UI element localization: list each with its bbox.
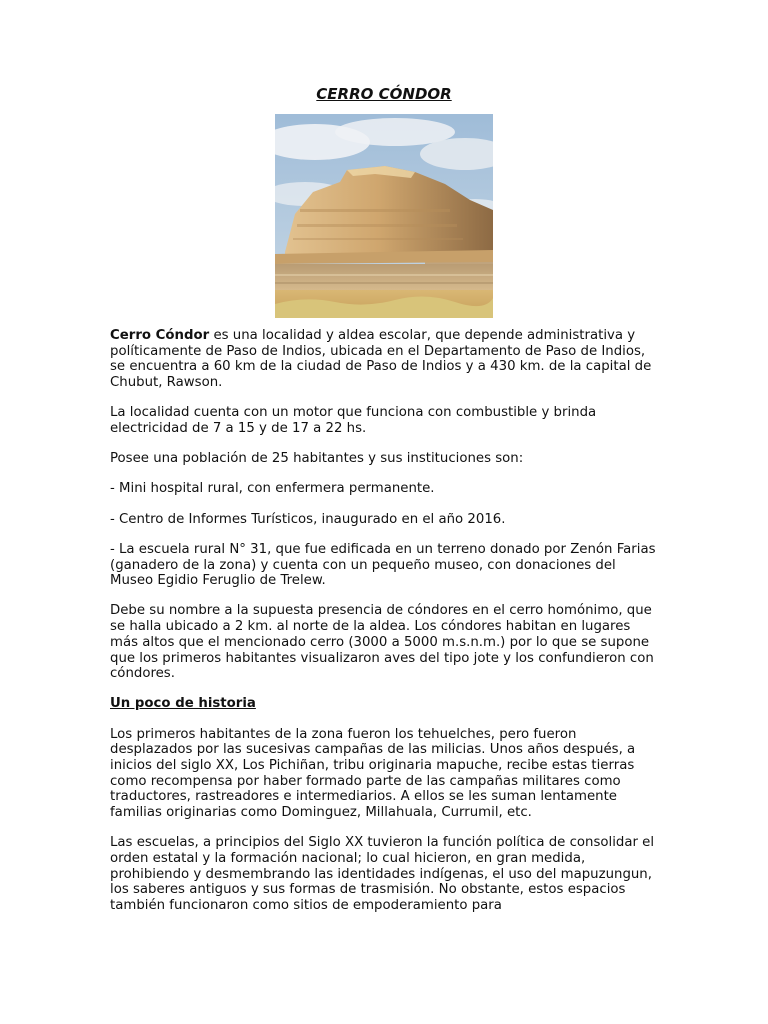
history-heading: Un poco de historia: [110, 696, 256, 712]
cerro-condor-photo: [275, 114, 493, 318]
history-paragraph-1: Los primeros habitantes de la zona fueron los tehuelches, pero fueron desplazados por las sucesivas campañas de las milicias. Unos años después, a inicios del siglo XX, Los Pichiñan, tribu originaria mapuche, recibe estas tierras como recompensa por haber formado parte de las campañas militares como traductores, rastreadores e intermediarios. A ellos se les suman lentamente familias originarias como Dominguez, Millahuala, Currumil, etc.: [110, 726, 636, 821]
paragraph-population: Posee una población de 25 habitantes y sus instituciones son:: [110, 451, 524, 467]
paragraph-name-origin: Debe su nombre a la supuesta presencia de cóndores en el cerro homónimo, que se halla ubicado a 2 km. al norte de la aldea. Los cóndores habitan en lugares más altos que el mencionado cerro (3000 a 5000 m.s.n.m.) por lo que se supone que los primeros habitantes visualizaron aves del tipo jote y los confundieron con cóndores.: [110, 603, 654, 682]
intro-lead: Cerro Cóndor: [110, 328, 210, 343]
document-title: CERRO CÓNDOR: [316, 85, 452, 103]
landscape-image: [275, 114, 493, 318]
list-item-tourism-center: - Centro de Informes Turísticos, inaugurado en el año 2016.: [110, 511, 506, 527]
list-item-school: - La escuela rural N° 31, que fue edificada en un terreno donado por Zenón Farias (ganadero de la zona) y cuenta con un pequeño museo, con donaciones del Museo Egidio Feruglio de Trelew.: [110, 541, 656, 589]
intro-paragraph: [110, 328, 660, 391]
intro-text: es una localidad y aldea escolar, que depende administrativa y políticamente de Paso de Indios, ubicada en el Departamento de Paso de Indios, se encuentra a 60 km de la ciudad de Paso de Indios y a 430 km. de la capital de Chubut, Rawson.: [110, 328, 652, 391]
history-paragraph-2: Las escuelas, a principios del Siglo XX tuvieron la función política de consolidar el orden estatal y la formación nacional; lo cual hicieron, en gran medida, prohibiendo y desmembrando las identidades indígenas, el uso del mapuzungun, los saberes antiguos y sus formas de trasmisión. No obstante, estos espacios también funcionaron como sitios de empoderamiento para: [110, 835, 655, 914]
paragraph-electricity: La localidad cuenta con un motor que funciona con combustible y brinda electricidad de 7 a 15 y de 17 a 22 hs.: [110, 405, 597, 437]
document-body: [110, 328, 660, 928]
list-item-hospital: - Mini hospital rural, con enfermera permanente.: [110, 481, 435, 497]
